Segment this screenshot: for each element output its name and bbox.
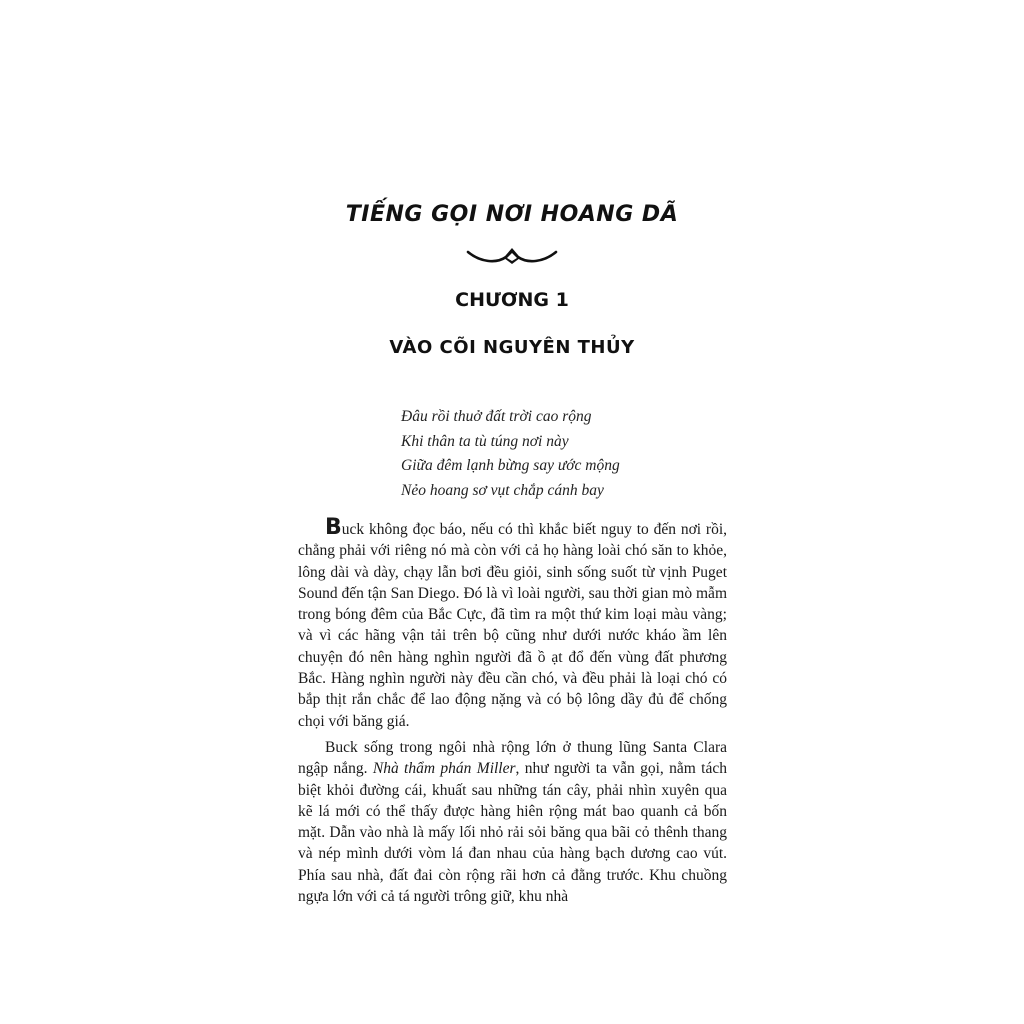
- poem-line: Đâu rồi thuở đất trời cao rộng: [401, 408, 592, 425]
- chapter-number: CHƯƠNG 1: [455, 289, 569, 311]
- body-text: [298, 515, 727, 912]
- poem-line: Nẻo hoang sơ vụt chắp cánh bay: [401, 481, 604, 499]
- paragraph-2-text-end: , như người ta vẫn gọi, nằm tách biệt khỏi đường cái, khuất sau những tán cây, phải nhìn xuyên qua kẽ lá mới có thể thấy được hàng hiên rộng mát bao quanh cả bốn mặt. Dẫn vào nhà là mấy lối nhỏ rải sỏi băng qua bãi cỏ thênh thang và nép mình dưới vòm lá đan nhau của hàng bạch dương cao vút. Phía sau nhà, đất đai còn rộng rãi hơn cả đằng trước. Khu chuồng ngựa lớn với cả tá người trông giữ, khu nhà: [298, 760, 727, 906]
- poem-line: Khi thân ta tù túng nơi này: [401, 432, 569, 450]
- paragraph-1: [298, 515, 727, 732]
- epigraph-poem: [401, 405, 731, 503]
- flourish-ornament-icon: [466, 240, 558, 270]
- drop-cap: B: [325, 515, 342, 540]
- chapter-title: VÀO CÕI NGUYÊN THỦY: [389, 337, 635, 358]
- poem-line: Giữa đêm lạnh bừng say ước mộng: [401, 457, 620, 474]
- paragraph-2-italic: Nhà thẩm phán Miller: [372, 760, 516, 778]
- book-title: TIẾNG GỌI NƠI HOANG DÃ: [345, 202, 679, 227]
- paragraph-2: [298, 737, 727, 907]
- paragraph-1-text: uck không đọc báo, nếu có thì khắc biết nguy to đến nơi rồi, chẳng phải với riêng nó mà còn với cả họ hàng loài chó săn to khỏe, lông dài và dày, chạy lẫn bơi đều giỏi, sinh sống suốt từ vịnh Puget Sound đến tận San Diego. Đó là vì loài người, sau thời gian mò mẫm trong bóng đêm của Bắc Cực, đã tìm ra một thứ kim loại màu vàng; và vì các hãng vận tải trên bộ cũng như dưới nước kháo ầm lên chuyện đó nên hàng nghìn người đã ồ ạt đổ đến vùng đất phương Bắc. Hàng nghìn người này đều cần chó, và đều phải là loại chó có bắp thịt rắn chắc để lao động nặng và có bộ lông dầy đủ để chống chọi với băng giá.: [298, 521, 727, 730]
- paragraph-2-text-start: Buck sống trong ngôi nhà rộng lớn ở thung lũng Santa Clara ngập nắng.: [298, 738, 727, 778]
